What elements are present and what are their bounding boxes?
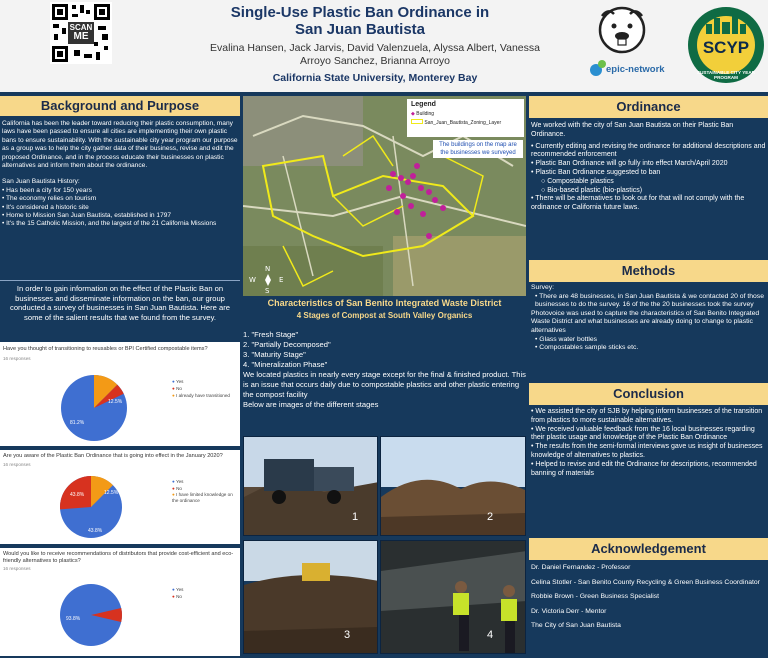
list-item: • Helped to revise and edit the Ordinance for descriptions, recommended banning of materials <box>531 461 766 479</box>
list-item: • It's the 15 Catholic Mission, and the largest of the 21 California Missions <box>2 220 238 228</box>
legend-item: ● Yes <box>172 379 184 384</box>
methods-text <box>531 284 766 353</box>
scyp-logo <box>686 2 766 88</box>
survey-chart-3 <box>0 548 240 656</box>
authors-line-1: Evalina Hansen, Jack Jarvis, David Valenzuela, Alyssa Albert, Vanessa <box>210 42 540 54</box>
list-item: • The economy relies on tourism <box>2 195 238 203</box>
chart-legend-3 <box>172 586 183 600</box>
conclusion-text <box>531 408 766 478</box>
stage-item: 4. "Mineralization Phase" <box>243 360 328 369</box>
methods-heading: Methods <box>529 260 768 282</box>
survey-responses-1: 16 responses <box>3 356 31 361</box>
survey-question-1: Have you thought of transitioning to reusables or BPI Certified compostable items? <box>3 346 208 352</box>
background-paragraph: California has been the leader toward reducing their plastic consumption, many laws have been passed to ensure all cities are implementing their own plastic bans to ensure sustainability. With the sustainable city year program our purpose as a group was to help the city gather data of their business, revise and edit the proposed Ordinance, and in the process educate their businesses on plastic alternatives and inform them about the ordinance. <box>2 120 238 170</box>
list-item: • The results from the semi-formal interviews gave us insight of businesses knowledge of alternatives to plastics. <box>531 443 766 461</box>
methods-survey-title: Survey: <box>531 284 555 291</box>
chart-legend-1 <box>172 378 230 399</box>
acknowledgement-text <box>531 564 766 631</box>
list-item: • Plastic Ban Ordinance suggested to ban <box>531 169 766 178</box>
conclusion-list <box>531 408 766 478</box>
survey-chart-1 <box>0 342 240 446</box>
survey-question-3: Would you like to receive recommendations of distributors that provide cost-efficient and eco-friendly alternatives to plastics? <box>3 551 234 564</box>
photo-number: 1 <box>352 511 359 523</box>
conclusion-heading: Conclusion <box>529 383 768 405</box>
zoning-swatch-icon <box>411 119 423 124</box>
methods-list <box>531 336 766 353</box>
stage-item: 2. "Partially Decomposed" <box>243 340 331 349</box>
compost-below: Below are images of the different stages <box>243 400 379 409</box>
list-item: Dr. Daniel Fernandez - Professor <box>531 564 631 571</box>
list-item: • There are 48 businesses, in San Juan Bautista & we contacted 20 of those businesses to do the survey. 16 of the the 20 businesses took the survey <box>535 293 766 310</box>
epic-network-text: epic-network <box>606 64 665 75</box>
qr-code[interactable] <box>50 2 112 64</box>
list-item: • Glass water bottles <box>535 336 766 345</box>
ordinance-heading: Ordinance <box>529 96 768 118</box>
legend-item: ● I have limited knowledge on the ordinance <box>172 492 233 503</box>
survey-responses-3: 16 responses <box>3 566 31 571</box>
pie-label: 12.5% <box>104 490 119 496</box>
ordinance-list <box>531 143 766 178</box>
list-item: • Currently editing and revising the ordinance for additional descriptions and recommended enforcement <box>531 143 766 161</box>
compost-heading <box>243 298 526 320</box>
background-text <box>2 120 238 229</box>
legend-item: ● No <box>172 594 182 599</box>
pie-label: 12.5% <box>108 399 123 405</box>
map-legend <box>407 99 524 137</box>
school-name: California State University, Monterey Bay <box>272 72 478 84</box>
compost-photo-1[interactable] <box>243 436 378 536</box>
pie-label: 81.2% <box>70 420 85 426</box>
background-heading: Background and Purpose <box>0 96 240 116</box>
compost-body <box>243 330 526 410</box>
poster-title <box>150 4 570 38</box>
svg-text:W: W <box>249 276 256 284</box>
methods-photovoice: Photovoice was used to capture the characteristics of San Benito Integrated Waste District and what businesses are already doing to change to plastic alternatives <box>531 309 760 334</box>
list-item: • We assisted the city of SJB by helping inform businesses of the transition from plastics to more sustainable alternatives. <box>531 408 766 426</box>
map-callout: The buildings on the map are the businesses we surveyed <box>433 140 523 158</box>
authors <box>170 42 580 68</box>
compost-subtitle: 4 Stages of Compost at South Valley Organics <box>296 311 473 320</box>
scyp-logo-text: SCYP <box>702 38 750 57</box>
chart-legend-2 <box>172 478 238 504</box>
list-item: Dr. Victoria Derr - Mentor <box>531 607 607 615</box>
compost-photo-3[interactable] <box>243 540 378 654</box>
qr-label-scan: SCAN <box>69 23 93 32</box>
survey-intro: In order to gain information on the effect of the Plastic Ban on businesses and disseminate information on the ban, our group conducted a survey of businesses in San Juan Bautista. Here are some of the salient results that we found from the survey. <box>10 284 230 322</box>
ordinance-paragraph: We worked with the city of San Juan Bautista on their Plastic Ban Ordinance. <box>531 122 734 138</box>
list-item: • Compostables sample sticks etc. <box>535 344 766 353</box>
list-item: Robbie Brown - Green Business Specialist <box>531 593 660 601</box>
list-item: • Home to Mission San Juan Bautista, established in 1797 <box>2 212 238 220</box>
compost-title: Characteristics of San Benito Integrated Waste District <box>267 298 502 308</box>
workers-image <box>381 541 526 654</box>
list-item: • It's considered a historic site <box>2 204 238 212</box>
pie-chart-3 <box>58 582 124 648</box>
survey-question-2: Are you aware of the Plastic Ban Ordinance that is going into effect in the January 2020? <box>3 453 223 459</box>
photo-number: 2 <box>487 511 494 523</box>
ordinance-text <box>531 122 766 213</box>
list-item: ○ Compostable plastics <box>541 177 614 185</box>
compost-pile-image <box>381 437 526 536</box>
zoning-map[interactable] <box>243 96 526 296</box>
divider <box>0 280 240 281</box>
acknowledgement-heading: Acknowledgement <box>529 538 768 560</box>
legend-item: ● Yes <box>172 587 184 592</box>
pie-label: 93.8% <box>66 616 81 622</box>
list-item: The City of San Juan Bautista <box>531 622 621 630</box>
authors-line-2: Arroyo Sanchez, Brianna Arroyo <box>300 55 450 67</box>
photo-number: 3 <box>344 629 351 641</box>
legend-item-building: ◆ Building <box>411 111 435 117</box>
legend-item: ● I already have transitioned <box>172 393 230 398</box>
survey-chart-2 <box>0 450 240 544</box>
map-legend-title: Legend <box>411 101 436 108</box>
compost-paragraph: We located plastics in nearly every stage except for the final & finished product. This is an issue that occurs daily due to compostable plastics and other plastic entering the compost facility <box>243 370 526 399</box>
title-line-1: Single-Use Plastic Ban Ordinance in <box>230 4 490 21</box>
title-line-2: San Juan Bautista <box>294 21 426 38</box>
pie-label: 43.8% <box>70 492 85 498</box>
svg-text:E: E <box>279 276 284 284</box>
list-item: • There will be alternatives to look out for that will not comply with the ordinance or California future laws. <box>531 195 766 213</box>
legend-item: ● No <box>172 486 182 491</box>
stage-item: 1. "Fresh Stage" <box>243 330 299 339</box>
history-list <box>2 187 238 229</box>
ordinance-sublist <box>531 178 766 196</box>
epic-network-logo <box>582 4 682 84</box>
list-item: ○ Bio-based plastic (bio-plastics) <box>541 186 643 194</box>
legend-item: ● Yes <box>172 479 184 484</box>
qr-label-me: ME <box>73 31 89 42</box>
compost-photo-2[interactable] <box>380 436 526 536</box>
photo-number: 4 <box>487 629 494 641</box>
pie-chart-1 <box>58 372 130 444</box>
list-item: • We received valuable feedback from the 16 local businesses regarding their plastic usage and knowledge of the Plastic Ban Ordinance <box>531 426 766 444</box>
list-item: • Has been a city for 150 years <box>2 187 238 195</box>
list-item: Celina Stotler - San Benito County Recycling & Green Business Coordinator <box>531 578 760 586</box>
compost-field-image <box>244 541 378 654</box>
svg-text:N: N <box>265 265 271 273</box>
ordinance-list-last <box>531 195 766 213</box>
legend-item: ● No <box>172 386 182 391</box>
stage-item: 3. "Maturity Stage" <box>243 350 306 359</box>
svg-text:S: S <box>265 287 270 295</box>
methods-survey-list <box>531 293 766 310</box>
pie-label: 43.8% <box>88 528 103 534</box>
compost-photo-4[interactable] <box>380 540 526 654</box>
legend-item-zoning: San_Juan_Bautista_Zoning_Layer <box>411 119 520 126</box>
scyp-ring-text: SUSTAINABLE CITY YEAR PROGRAM <box>697 70 755 80</box>
survey-responses-2: 16 responses <box>3 462 31 467</box>
history-title: San Juan Bautista History: <box>2 178 80 186</box>
list-item: • Plastic Ban Ordinance will go fully into effect March/April 2020 <box>531 160 766 169</box>
building-marker-icon: ◆ <box>411 111 415 117</box>
